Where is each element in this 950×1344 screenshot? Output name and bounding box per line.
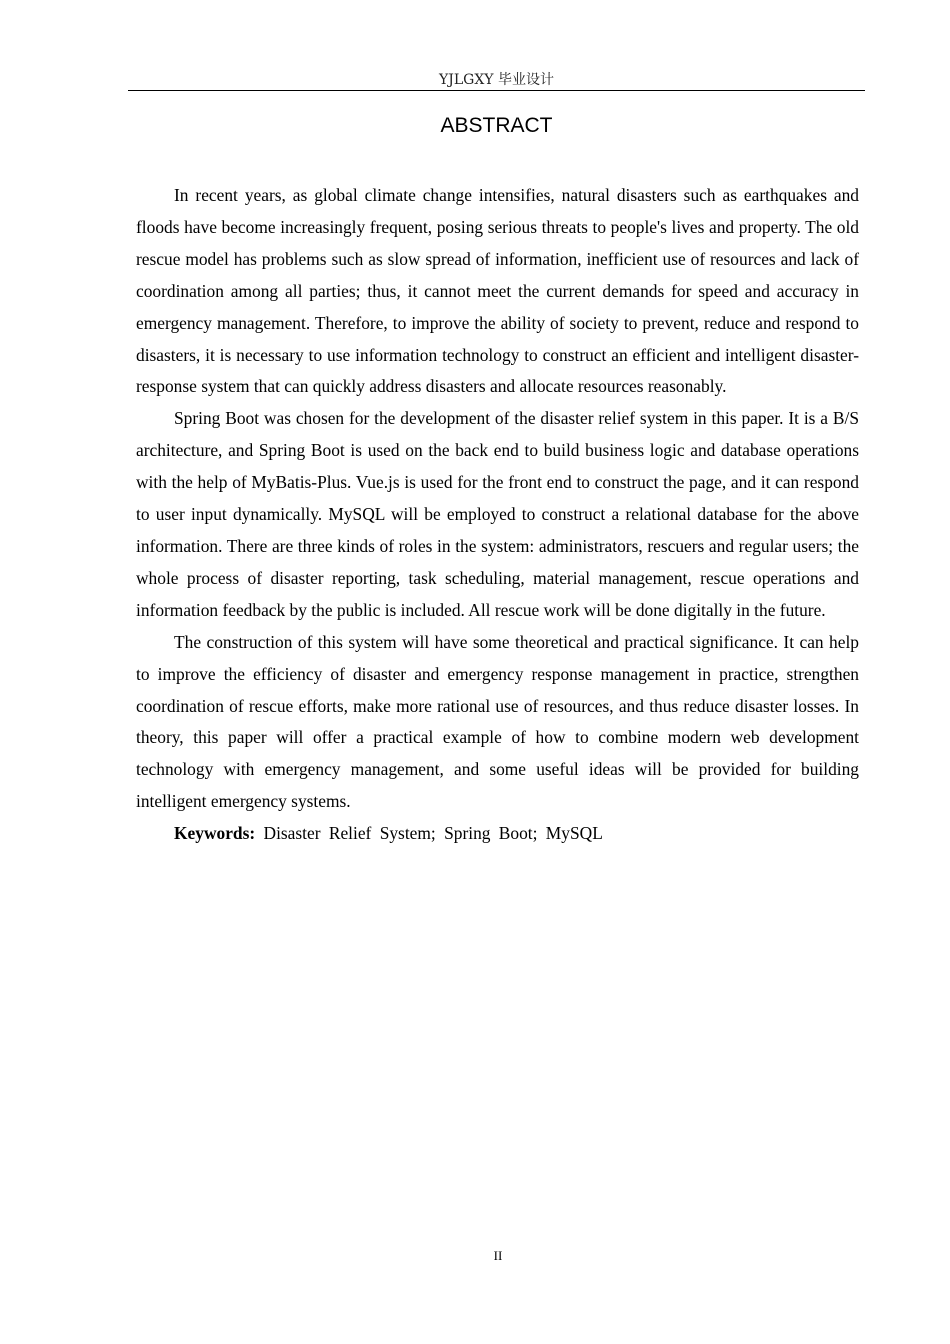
keywords-label: Keywords: bbox=[174, 823, 256, 844]
keywords-line bbox=[136, 818, 859, 850]
keywords-value: Disaster Relief System; Spring Boot; MySQL bbox=[263, 823, 603, 844]
abstract-body bbox=[136, 180, 859, 850]
header-text: YJLGXY 毕业设计 bbox=[439, 72, 554, 88]
page-number: II bbox=[493, 1248, 503, 1263]
abstract-paragraph-2: Spring Boot was chosen for the development of the disaster relief system in this paper. It is a B/S architecture, and Spring Boot is used on the back end to build business logic and database operations with the help of MyBatis-Plus. Vue.js is used for the front end to construct the page, and it can respond to user input dynamically. MySQL will be employed to construct a relational database for the above information. There are three kinds of roles in the system: administrators, rescuers and regular users; the whole process of disaster reporting, task scheduling, material management, rescue operations and information feedback by the public is included. All rescue work will be done digitally in the future. bbox=[136, 408, 859, 620]
abstract-paragraph-1: In recent years, as global climate change intensifies, natural disasters such as earthquakes and floods have become increasingly frequent, posing serious threats to people's lives and property. The old rescue model has problems such as slow spread of information, inefficient use of resources and lack of coordination among all parties; thus, it cannot meet the current demands for speed and accuracy in emergency management. Therefore, to improve the ability of society to prevent, reduce and respond to disasters, it is necessary to use information technology to construct an efficient and intelligent disaster-response system that can quickly address disasters and allocate resources reasonably. bbox=[136, 185, 859, 397]
page-header bbox=[128, 70, 865, 91]
page-title: ABSTRACT bbox=[440, 114, 553, 137]
abstract-paragraph-3: The construction of this system will have some theoretical and practical significance. It can help to improve the efficiency of disaster and emergency response management in practice, strengthen coordination of rescue efforts, make more rational use of resources, and thus reduce disaster losses. In theory, this paper will offer a practical example of how to combine modern web development technology with emergency management, and some useful ideas will be provided for building intelligent emergency systems. bbox=[136, 631, 859, 812]
